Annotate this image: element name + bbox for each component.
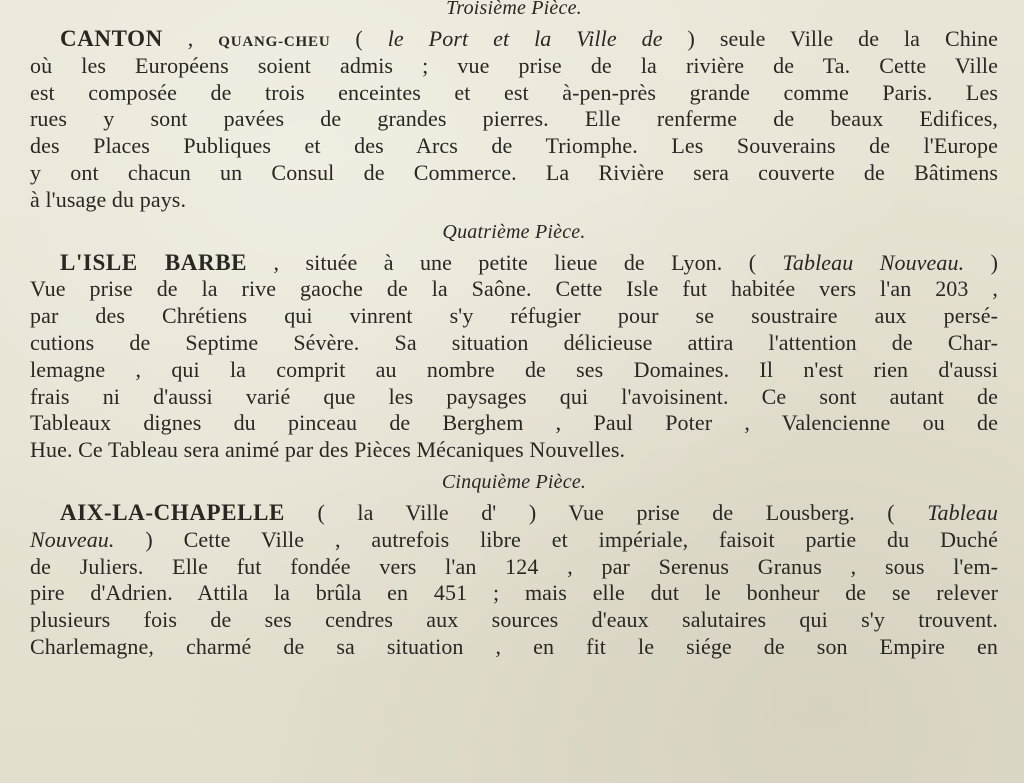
text-run: est composée de trois enceintes et est à-pen-près grande comme Paris. Les	[30, 79, 998, 105]
place-name: L'ISLE BARBE	[60, 249, 248, 275]
place-name: CANTON	[60, 26, 163, 51]
text-run: Vue prise de la rive gaoche de la Saône. Cette Isle fut habitée vers l'an 203 ,	[30, 276, 998, 302]
text-run: cutions de Septime Sévère. Sa situation délicieuse attira l'attention de Char-	[30, 329, 998, 355]
text-run: frais ni d'aussi varié que les paysages qui l'avoisinent. Ce sont autant de	[30, 383, 998, 409]
text-line	[30, 133, 998, 160]
text-line	[30, 634, 998, 661]
text-line	[30, 500, 998, 527]
text-run: par des Chrétiens qui vinrent s'y réfugier pour se soustraire aux persé-	[30, 303, 998, 329]
text-run: Charlemagne, charmé de sa situation , en fit le siége de son Empire en	[30, 633, 998, 659]
italic-text: Nouveau.	[30, 526, 115, 552]
text-run: lemagne , qui la comprit au nombre de ses Domaines. Il n'est rien d'aussi	[30, 356, 998, 382]
italic-text: Tableau Nouveau.	[782, 249, 965, 275]
text-run: Hue. Ce Tableau sera animé par des Pièces Mécaniques Nouvelles.	[30, 437, 626, 463]
section-paragraph	[30, 26, 998, 214]
text-run: ( la Ville d' ) Vue prise de Lousberg. (	[284, 499, 928, 525]
place-name: AIX-LA-CHAPELLE	[60, 499, 285, 525]
text-run: Tableaux dignes du pinceau de Berghem , Paul Poter , Valencienne ou de	[30, 410, 998, 436]
text-run: de Juliers. Elle fut fondée vers l'an 124 , par Serenus Granus , sous l'em-	[30, 553, 998, 579]
text-line	[30, 160, 998, 187]
text-line	[30, 26, 998, 53]
text-line	[30, 384, 998, 411]
place-name: QUANG-CHEU	[218, 34, 331, 50]
section-paragraph	[30, 500, 998, 661]
text-line	[30, 187, 998, 214]
section-heading: Quatrième Pièce.	[442, 220, 586, 243]
italic-text: Tableau	[927, 499, 998, 525]
text-line	[30, 410, 998, 437]
italic-text: le Port et la Ville de	[387, 26, 663, 51]
text-run: où les Européens soient admis ; vue prise de la rivière de Ta. Cette Ville	[30, 52, 998, 78]
text-line	[30, 276, 998, 303]
section-heading: Cinquième Pièce.	[441, 470, 587, 493]
text-line	[30, 607, 998, 634]
text-run: des Places Publiques et des Arcs de Triomphe. Les Souverains de l'Europe	[30, 133, 998, 159]
text-line	[30, 554, 998, 581]
section-heading: Troisième Pièce.	[446, 0, 582, 19]
text-line	[30, 53, 998, 80]
text-run: , située à une petite lieue de Lyon. (	[247, 249, 783, 275]
text-run: plusieurs fois de ses cendres aux sources d'eaux salutaires qui s'y trouvent.	[30, 607, 998, 633]
text-run: rues y sont pavées de grandes pierres. Elle renferme de beaux Edifices,	[30, 106, 998, 132]
text-run: (	[330, 26, 388, 51]
text-column	[30, 0, 998, 661]
text-line	[30, 303, 998, 330]
text-line	[30, 527, 998, 554]
text-line	[30, 330, 998, 357]
text-run: pire d'Adrien. Attila la brûla en 451 ; mais elle dut le bonheur de se relever	[30, 580, 998, 606]
text-run: ) Cette Ville , autrefois libre et impériale, faisoit partie du Duché	[114, 526, 998, 552]
text-run: y ont chacun un Consul de Commerce. La Rivière sera couverte de Bâtimens	[30, 159, 998, 185]
text-line	[30, 357, 998, 384]
text-run: )	[964, 249, 999, 275]
text-run: ) seule Ville de la Chine	[662, 26, 998, 51]
text-line	[30, 437, 998, 464]
text-line	[30, 80, 998, 107]
text-line	[30, 250, 998, 277]
text-line	[30, 106, 998, 133]
text-run: à l'usage du pays.	[30, 186, 187, 212]
section-paragraph	[30, 250, 998, 464]
text-line	[30, 580, 998, 607]
text-run: ,	[162, 26, 219, 51]
